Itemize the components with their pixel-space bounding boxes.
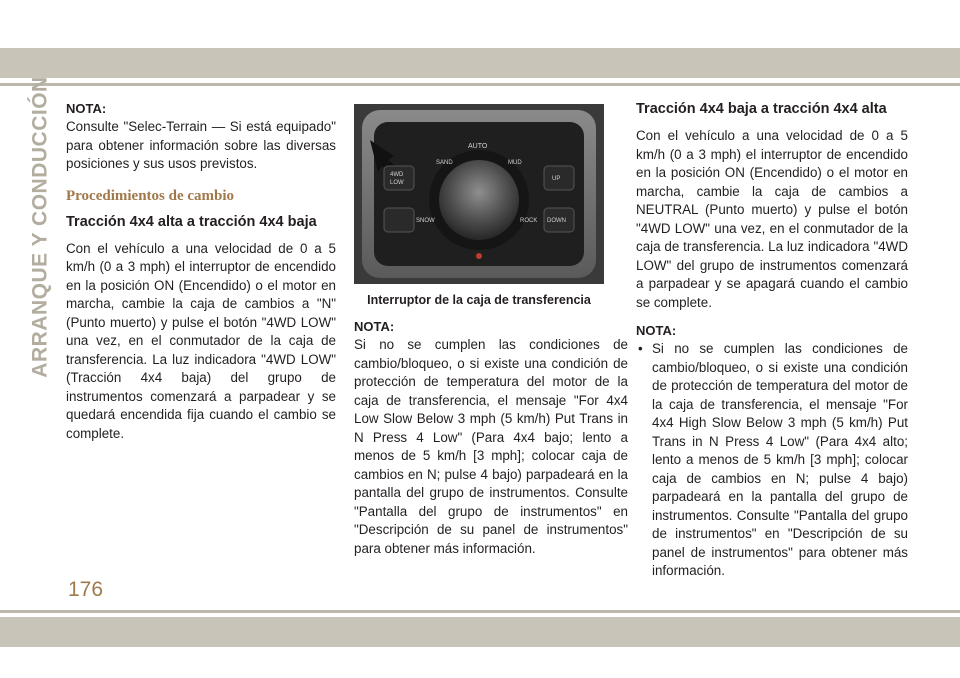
label-rock: ROCK <box>520 218 538 224</box>
label-auto: AUTO <box>468 143 488 150</box>
terrain-selector-knob-icon <box>439 160 519 240</box>
note-text: Consulte "Selec-Terrain — Si está equipado" para obtener información sobre las diversas posiciones y sus usos previstos. <box>66 119 336 171</box>
page-number: 176 <box>68 578 104 601</box>
label-low: LOW <box>390 180 404 186</box>
label-sand: SAND <box>436 160 453 166</box>
note-text: Si no se cumplen las condiciones de cambio/bloqueo, o si existe una condición de protección de temperatura del motor de la caja de transferencia, el mensaje "For 4x4 Low Slow Below 3 mph (5 km/h) Put Trans in N Press 4 Low" (Para 4x4 bajo; lento a menos de 5 km/h [3 mph]; colocar caja de cambios en N; pulse 4 bajo) parpadeará en la pantalla del grupo de instrumentos. Consulte "Pantalla del grupo de instrumentos" en "Descripción de su panel de instrumentos" para obtener más información. <box>354 337 628 556</box>
header-rule <box>0 83 960 86</box>
footer-band <box>0 617 960 647</box>
right-column <box>636 100 908 581</box>
figure-caption: Interruptor de la caja de transferencia <box>367 293 591 307</box>
label-snow: SNOW <box>416 218 435 224</box>
list-item: • Si no se cumplen las condiciones de cambio/bloqueo, o si existe una condición de protección de temperatura del motor de la caja de transferencia, el mensaje "For 4x4 High Slow Below 3 mph (5 km/h) Put Trans in N Press 4 Low" (Para 4x4 alto; lento a menos de 5 km/h [3 mph]; colocar caja de cambios en N; pulse 4 bajo) parpadeará en la pantalla del grupo de instrumentos. Consulte "Pantalla del grupo de instrumentos" en "Descripción de su panel de instrumentos" para obtener más información. <box>636 340 908 581</box>
paragraph-low-to-high: Con el vehículo a una velocidad de 0 a 5 km/h (0 a 3 mph) el interruptor de encendido en la posición ON (Encendido) o el motor en marcha, cambie la caja de cambios a NEUTRAL (Punto muerto) y pulse el botón "4WD LOW" una vez, en el conmutador de la caja de transferencia. La luz indicadora "4WD LOW" del grupo de instrumentos comenzará a parpadear y se apagará cuando el cambio se complete. <box>636 128 908 310</box>
label-up: UP <box>552 176 561 182</box>
note-label: NOTA: <box>354 319 395 334</box>
chapter-title: ARRANQUE Y CONDUCCIÓN <box>29 75 53 378</box>
middle-column <box>354 104 628 558</box>
paragraph-high-to-low: Con el vehículo a una velocidad de 0 a 5 km/h (0 a 3 mph) el interruptor de encendido en la posición ON (Encendido) o el motor en marcha, cambie la caja de cambios a "N" (Punto muerto) y pulse el botón "4WD LOW" una vez, en el conmutador de la caja de transferencia. La luz indicadora "4WD LOW" (Tracción 4x4 baja) del grupo de instrumentos comenzará a parpadear y se quedará encendida fija cuando el cambio se complete. <box>66 240 336 441</box>
label-down: DOWN <box>547 218 566 224</box>
subsection-title-high-to-low: Tracción 4x4 alta a tracción 4x4 baja <box>66 213 317 230</box>
transfer-case-switch-figure <box>354 104 604 284</box>
section-title: Procedimientos de cambio <box>66 187 235 204</box>
transfer-case-switch-image <box>354 104 604 284</box>
subsection-title-low-to-high: Tracción 4x4 baja a tracción 4x4 alta <box>636 101 887 117</box>
header-band <box>0 48 960 78</box>
label-4wd: 4WD <box>390 172 404 178</box>
note-list <box>636 340 908 581</box>
note-label: NOTA: <box>66 101 107 116</box>
note-label: NOTA: <box>636 323 677 338</box>
chapter-side-label <box>18 75 64 378</box>
left-column <box>66 100 336 443</box>
footer-rule <box>0 610 960 613</box>
label-mud: MUD <box>508 160 522 166</box>
